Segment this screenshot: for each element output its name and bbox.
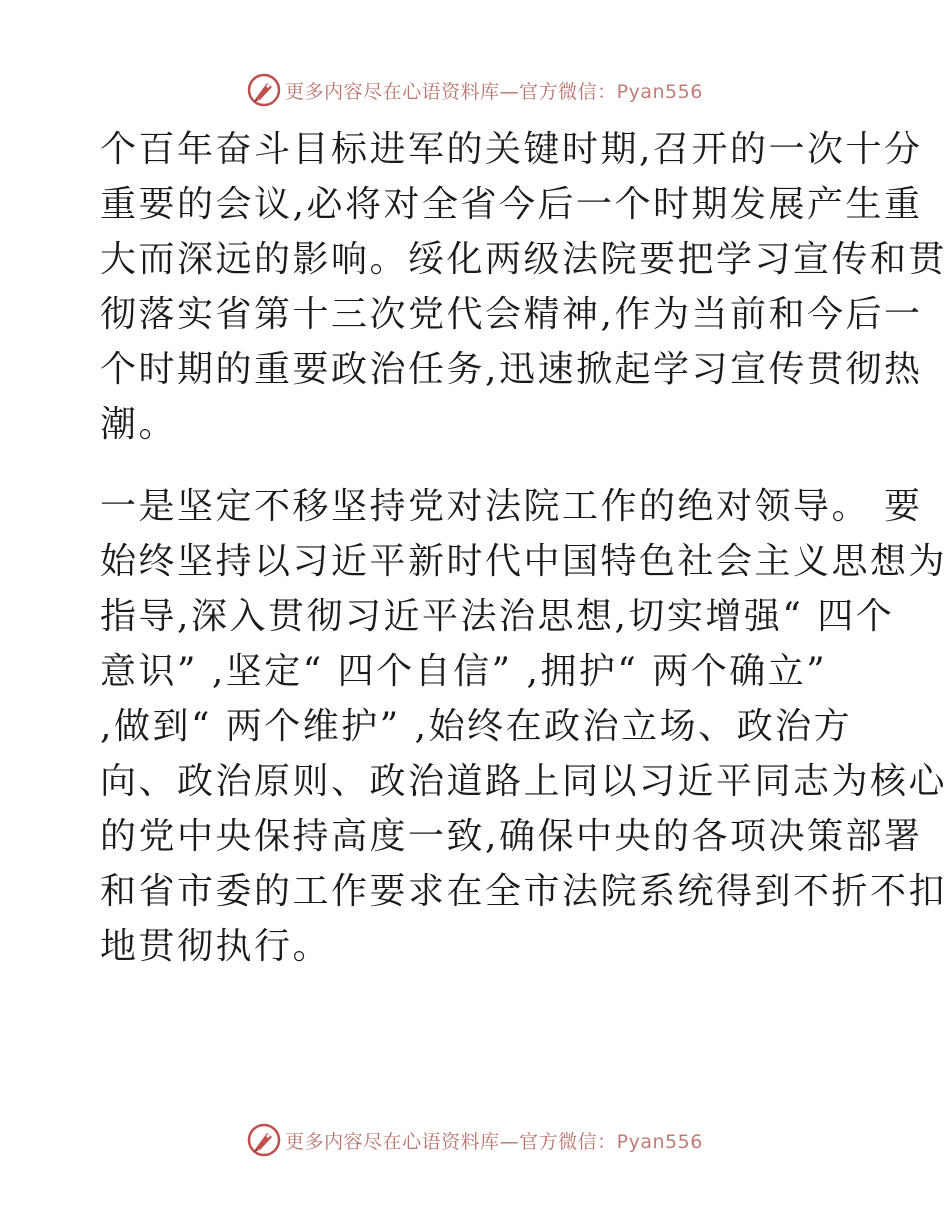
banner-text — [285, 1127, 703, 1154]
pen-nib-logo-icon — [247, 1123, 281, 1157]
text-line: 重要的会议,必将对全省今后一个时期发展产生重 — [100, 184, 923, 225]
document-body — [100, 122, 948, 974]
footer-banner — [0, 1120, 950, 1160]
text-line: 的党中央保持高度一致,确保中央的各项决策部署 — [100, 816, 923, 857]
banner-text — [285, 77, 703, 104]
text-line: 彻落实省第十三次党代会精神,作为当前和今后一 — [100, 294, 923, 335]
banner-wechat-id: Pyan556 — [616, 80, 703, 103]
text-line: 个时期的重要政治任务,迅速掀起学习宣传贯彻热 — [100, 349, 923, 390]
text-line: 地贯彻执行。 — [100, 926, 332, 967]
text-line: 始终坚持以习近平新时代中国特色社会主义思想为 — [100, 541, 948, 582]
paragraph-2 — [100, 479, 948, 974]
banner-label: 更多内容尽在心语资料库—官方微信： — [285, 1130, 617, 1153]
text-line: 意识” ,坚定“ 四个自信” ,拥护“ 两个确立” — [100, 651, 828, 692]
text-line: 指导,深入贯彻习近平法治思想,切实增强“ 四个 — [100, 596, 895, 637]
text-line: 个百年奋斗目标进军的关键时期,召开的一次十分 — [100, 129, 923, 170]
text-line: ,做到“ 两个维护” ,始终在政治立场、政治方 — [100, 706, 853, 747]
banner-label: 更多内容尽在心语资料库—官方微信： — [285, 80, 617, 103]
text-line: 和省市委的工作要求在全市法院系统得到不折不扣 — [100, 871, 948, 912]
text-line: 一是坚定不移坚持党对法院工作的绝对领导。 要 — [100, 486, 923, 527]
paragraph-1 — [100, 122, 948, 452]
text-line: 大而深远的影响。绥化两级法院要把学习宣传和贯 — [100, 239, 948, 280]
header-banner — [0, 70, 950, 110]
pen-nib-logo-icon — [247, 73, 281, 107]
text-line: 向、政治原则、政治道路上同以习近平同志为核心 — [100, 761, 948, 802]
banner-wechat-id: Pyan556 — [616, 1130, 703, 1153]
text-line: 潮。 — [100, 404, 178, 445]
